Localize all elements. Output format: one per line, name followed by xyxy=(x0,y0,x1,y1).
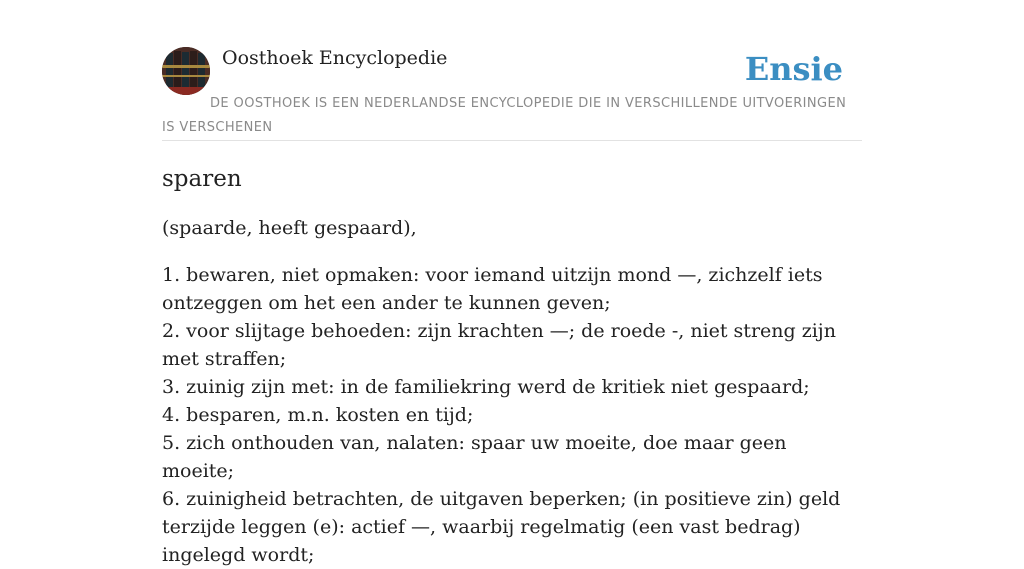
entry-inflection: (spaarde, heeft gespaard), xyxy=(162,217,417,239)
sense-item: 6. zuinigheid betrachten, de uitgaven beperken; (in positieve zin) geld terzijde leggen (e): actief —, waarbij regelmatig (een vast bedrag) ingelegd wordt; xyxy=(162,488,841,566)
encyclopedia-books-icon[interactable] xyxy=(162,47,210,95)
sense-item: 5. zich onthouden van, nalaten: spaar uw moeite, doe maar geen moeite; xyxy=(162,432,787,482)
entry-headword: sparen xyxy=(162,166,242,192)
site-name-link[interactable]: Oosthoek Encyclopedie xyxy=(222,47,448,69)
sense-item: 1. bewaren, niet opmaken: voor iemand uitzijn mond —, zichzelf iets ontzeggen om het een ander te kunnen geven; xyxy=(162,264,823,314)
sense-item: 4. besparen, m.n. kosten en tijd; xyxy=(162,404,474,426)
entry-content xyxy=(162,162,862,569)
sense-item: 2. voor slijtage behoeden: zijn krachten —; de roede -, niet streng zijn met straffen; xyxy=(162,320,836,370)
sense-item: 3. zuinig zijn met: in de familiekring werd de kritiek niet gespaard; xyxy=(162,376,810,398)
site-header xyxy=(162,46,862,141)
entry-senses xyxy=(162,261,862,569)
ensie-logo-link[interactable]: Ensie xyxy=(744,50,843,88)
site-tagline: DE OOSTHOEK IS EEN NEDERLANDSE ENCYCLOPEDIE DIE IN VERSCHILLENDE UITVOERINGEN IS VERSCHENEN xyxy=(162,96,847,135)
